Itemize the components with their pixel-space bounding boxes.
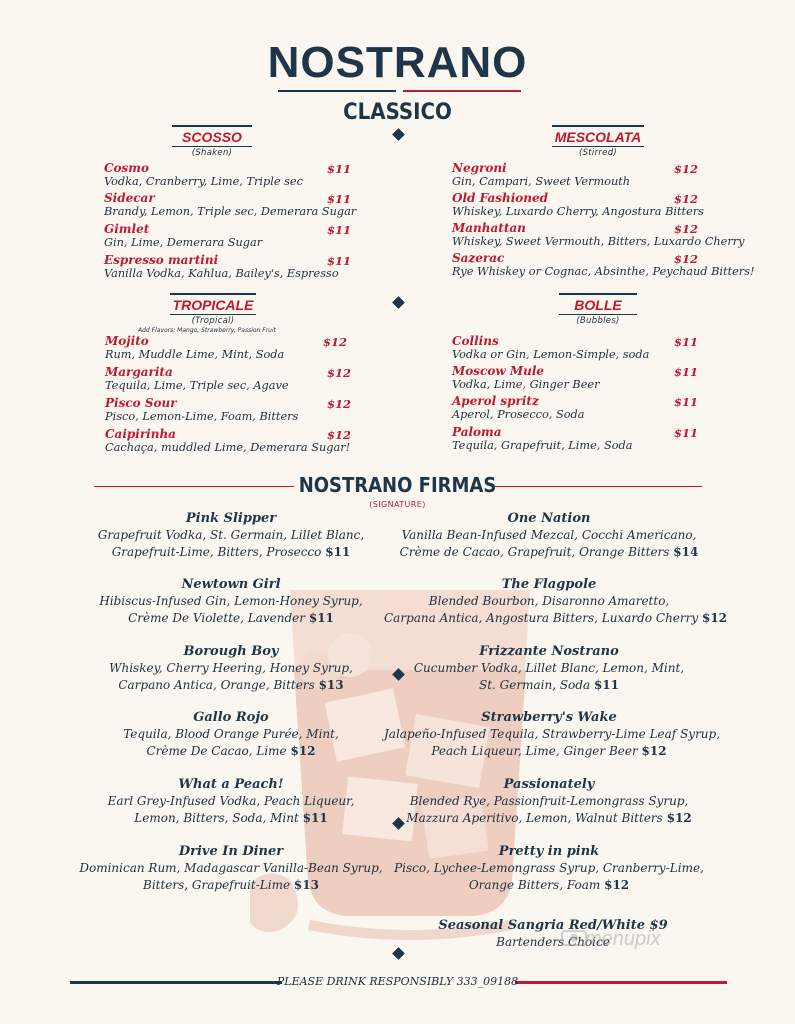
drink-desc: Whiskey, Luxardo Cherry, Angostura Bitters xyxy=(452,205,704,218)
drink-name: Old Fashioned xyxy=(452,191,549,205)
signature-price: $12 xyxy=(290,744,316,758)
signature-price: $11 xyxy=(308,611,334,625)
signature-price: $13 xyxy=(293,878,319,892)
signature-item xyxy=(66,709,396,760)
classico-heading: CLASSICO xyxy=(343,100,452,125)
drink-desc: Brandy, Lemon, Triple sec, Demerara Sugar xyxy=(104,205,357,218)
signature-item xyxy=(66,843,396,894)
menu-item xyxy=(105,366,289,393)
drink-name: Espresso martini xyxy=(104,253,219,267)
signature-desc: Carpana Antica, Angostura Bitters, Luxardo Cherry xyxy=(384,611,699,625)
drink-price: $12 xyxy=(327,428,352,442)
bolle-subtitle: (Bubbles) xyxy=(576,316,620,326)
signature-item xyxy=(384,643,714,694)
menu-item xyxy=(452,252,755,279)
seasonal-desc: Bartenders Choice xyxy=(496,935,610,949)
drink-name: Gimlet xyxy=(104,222,150,236)
signature-name: Frizzante Nostrano xyxy=(479,644,619,659)
drink-name: Collins xyxy=(452,334,499,348)
signature-desc: Whiskey, Cherry Heering, Honey Syrup, xyxy=(109,661,353,675)
menu-item xyxy=(452,395,585,422)
drink-desc: Tequila, Lime, Triple sec, Agave xyxy=(105,379,289,392)
bolle-title: BOLLE xyxy=(559,293,637,315)
scosso-title: SCOSSO xyxy=(172,125,252,147)
drink-desc: Vodka, Cranberry, Lime, Triple sec xyxy=(104,175,303,188)
menu-item xyxy=(105,335,284,362)
signature-name: Strawberry's Wake xyxy=(481,710,617,725)
drink-price: $12 xyxy=(327,397,352,411)
signature-price: $13 xyxy=(318,678,344,692)
divider-diamond xyxy=(392,296,405,309)
drink-name: Cosmo xyxy=(104,161,150,175)
drink-name: Sazerac xyxy=(452,251,505,265)
drink-desc: Whiskey, Sweet Vermouth, Bitters, Luxardo Cherry xyxy=(452,235,745,248)
drink-price: $11 xyxy=(674,395,699,409)
drink-price: $12 xyxy=(327,366,352,380)
menu-item xyxy=(104,162,303,189)
menu-item xyxy=(104,223,262,250)
signature-desc: Bitters, Grapefruit-Lime xyxy=(143,878,291,892)
tropicale-subtitle: (Tropical) xyxy=(191,316,235,326)
signature-price: $11 xyxy=(593,678,619,692)
signature-name: Pretty in pink xyxy=(498,844,600,859)
drink-price: $12 xyxy=(674,192,699,206)
menu-item xyxy=(452,192,704,219)
drink-price: $11 xyxy=(327,192,352,206)
add-flavors-note: Add Flavors: Mango, Strawberry, Passion Fruit xyxy=(138,327,276,334)
signature-item xyxy=(384,510,714,561)
drink-price: $12 xyxy=(674,252,699,266)
signature-item xyxy=(66,776,396,827)
drink-desc: Gin, Lime, Demerara Sugar xyxy=(104,236,263,249)
drink-name: Aperol spritz xyxy=(452,394,539,408)
menu-item xyxy=(452,365,600,392)
signature-desc: Pisco, Lychee-Lemongrass Syrup, Cranberry-Lime, xyxy=(394,861,704,875)
signature-price: $14 xyxy=(673,545,699,559)
firmas-title: NOSTRANO FIRMAS xyxy=(298,473,497,497)
brand-title: NOSTRANO xyxy=(267,38,528,87)
drink-name: Mojito xyxy=(105,334,149,348)
watermark-text: menupix xyxy=(585,928,661,950)
signature-desc: Lemon, Bitters, Soda, Mint xyxy=(134,811,299,825)
footer-note: PLEASE DRINK RESPONSIBLY 333_09188 xyxy=(276,975,519,988)
menu-item xyxy=(452,222,745,249)
drink-price: $11 xyxy=(674,426,699,440)
drink-price: $12 xyxy=(323,335,348,349)
drink-name: Paloma xyxy=(452,425,502,439)
signature-desc: Tequila, Blood Orange Purée, Mint, xyxy=(123,727,339,741)
signature-price: $11 xyxy=(302,811,328,825)
signature-name: Newtown Girl xyxy=(181,577,281,592)
signature-item xyxy=(66,643,396,694)
signature-desc: Peach Liqueur, Lime, Ginger Beer xyxy=(431,744,638,758)
signature-desc: Mazzura Aperitivo, Lemon, Walnut Bitters xyxy=(406,811,663,825)
signature-desc: Grapefruit Vodka, St. Germain, Lillet Blanc, xyxy=(97,528,365,542)
signature-price: $12 xyxy=(604,878,630,892)
firmas-subtitle: (SIGNATURE) xyxy=(369,500,426,509)
signature-name: Pink Slipper xyxy=(185,511,277,526)
mescolata-subtitle: (Stirred) xyxy=(578,148,618,158)
drink-price: $12 xyxy=(674,222,699,236)
signature-desc: Crème De Violette, Lavender xyxy=(128,611,306,625)
signature-desc: Earl Grey-Infused Vodka, Peach Liqueur, xyxy=(107,794,355,808)
signature-desc: Blended Bourbon, Disaronno Amaretto, xyxy=(428,594,670,608)
signature-item xyxy=(384,576,728,627)
drink-name: Manhattan xyxy=(452,221,526,235)
signature-item xyxy=(384,776,714,827)
signature-item xyxy=(384,709,721,760)
signature-desc: St. Germain, Soda xyxy=(479,678,591,692)
drink-desc: Vodka, Lime, Ginger Beer xyxy=(452,378,600,391)
drink-price: $11 xyxy=(674,335,699,349)
drink-price: $11 xyxy=(674,365,699,379)
signature-name: Drive In Diner xyxy=(178,844,284,859)
scosso-subtitle: (Shaken) xyxy=(191,148,233,158)
drink-price: $11 xyxy=(327,223,352,237)
signature-desc: Grapefruit-Lime, Bitters, Prosecco xyxy=(111,545,322,559)
signature-desc: Hibiscus-Infused Gin, Lemon-Honey Syrup, xyxy=(99,594,363,608)
divider-diamond xyxy=(392,128,405,141)
menu-item xyxy=(105,397,298,424)
drink-name: Moscow Mule xyxy=(452,364,545,378)
signature-desc: Cucumber Vodka, Lillet Blanc, Lemon, Mint, xyxy=(413,661,685,675)
signature-name: The Flagpole xyxy=(501,577,597,592)
drink-price: $11 xyxy=(327,254,352,268)
signature-name: Borough Boy xyxy=(183,644,279,659)
signature-name: Gallo Rojo xyxy=(193,710,269,725)
signature-desc: Jalapeño-Infused Tequila, Strawberry-Lime Leaf Syrup, xyxy=(384,727,721,741)
drink-desc: Aperol, Prosecco, Soda xyxy=(452,408,585,421)
brand-rule-left xyxy=(278,90,396,92)
signature-price: $12 xyxy=(666,811,692,825)
drink-desc: Vanilla Vodka, Kahlua, Bailey's, Espresso xyxy=(104,267,339,280)
signature-price: $12 xyxy=(701,611,728,625)
signature-desc: Carpano Antica, Orange, Bitters xyxy=(118,678,315,692)
drink-desc: Vodka or Gin, Lemon-Simple, soda xyxy=(452,348,650,361)
drink-desc: Rye Whiskey or Cognac, Absinthe, Peychaud Bitters! xyxy=(452,265,755,278)
drink-desc: Cachaça, muddled Lime, Demerara Sugar! xyxy=(105,441,351,454)
drink-name: Sidecar xyxy=(104,191,155,205)
signature-price: $11 xyxy=(325,545,351,559)
signature-desc: Vanilla Bean-Infused Mezcal, Cocchi Americano, xyxy=(401,528,697,542)
signature-name: Passionately xyxy=(503,777,595,792)
drink-name: Pisco Sour xyxy=(105,396,177,410)
brand-rule-right xyxy=(403,90,521,92)
signature-item xyxy=(384,843,714,894)
seasonal-name: Seasonal Sangria Red/White xyxy=(438,918,646,933)
seasonal-item xyxy=(388,917,718,951)
seasonal-price: $9 xyxy=(649,918,668,933)
menu-item xyxy=(104,254,339,281)
signature-item xyxy=(66,576,396,627)
drink-desc: Gin, Campari, Sweet Vermouth xyxy=(452,175,631,188)
mescolata-title: MESCOLATA xyxy=(552,125,644,147)
signature-desc: Dominican Rum, Madagascar Vanilla-Bean Syrup, xyxy=(79,861,383,875)
drink-name: Caipirinha xyxy=(105,427,176,441)
signature-desc: Crème De Cacao, Lime xyxy=(146,744,287,758)
signature-price: $12 xyxy=(641,744,667,758)
signature-desc: Orange Bitters, Foam xyxy=(468,878,601,892)
signature-item xyxy=(66,510,396,561)
menu-item xyxy=(452,426,632,453)
drink-desc: Tequila, Grapefruit, Lime, Soda xyxy=(452,439,633,452)
signature-name: One Nation xyxy=(507,511,591,526)
drink-price: $12 xyxy=(674,162,699,176)
drink-name: Negroni xyxy=(452,161,507,175)
signature-desc: Blended Rye, Passionfruit-Lemongrass Syrup, xyxy=(409,794,689,808)
menu-item xyxy=(452,162,630,189)
menu-item xyxy=(105,428,350,455)
menu-item xyxy=(104,192,356,219)
drink-desc: Rum, Muddle Lime, Mint, Soda xyxy=(105,348,285,361)
drink-desc: Pisco, Lemon-Lime, Foam, Bitters xyxy=(105,410,299,423)
signature-desc: Crème de Cacao, Grapefruit, Orange Bitters xyxy=(399,545,670,559)
tropicale-title: TROPICALE xyxy=(170,293,256,315)
signature-name: What a Peach! xyxy=(178,777,284,792)
drink-price: $11 xyxy=(327,162,352,176)
drink-name: Margarita xyxy=(105,365,173,379)
menu-item xyxy=(452,335,649,362)
